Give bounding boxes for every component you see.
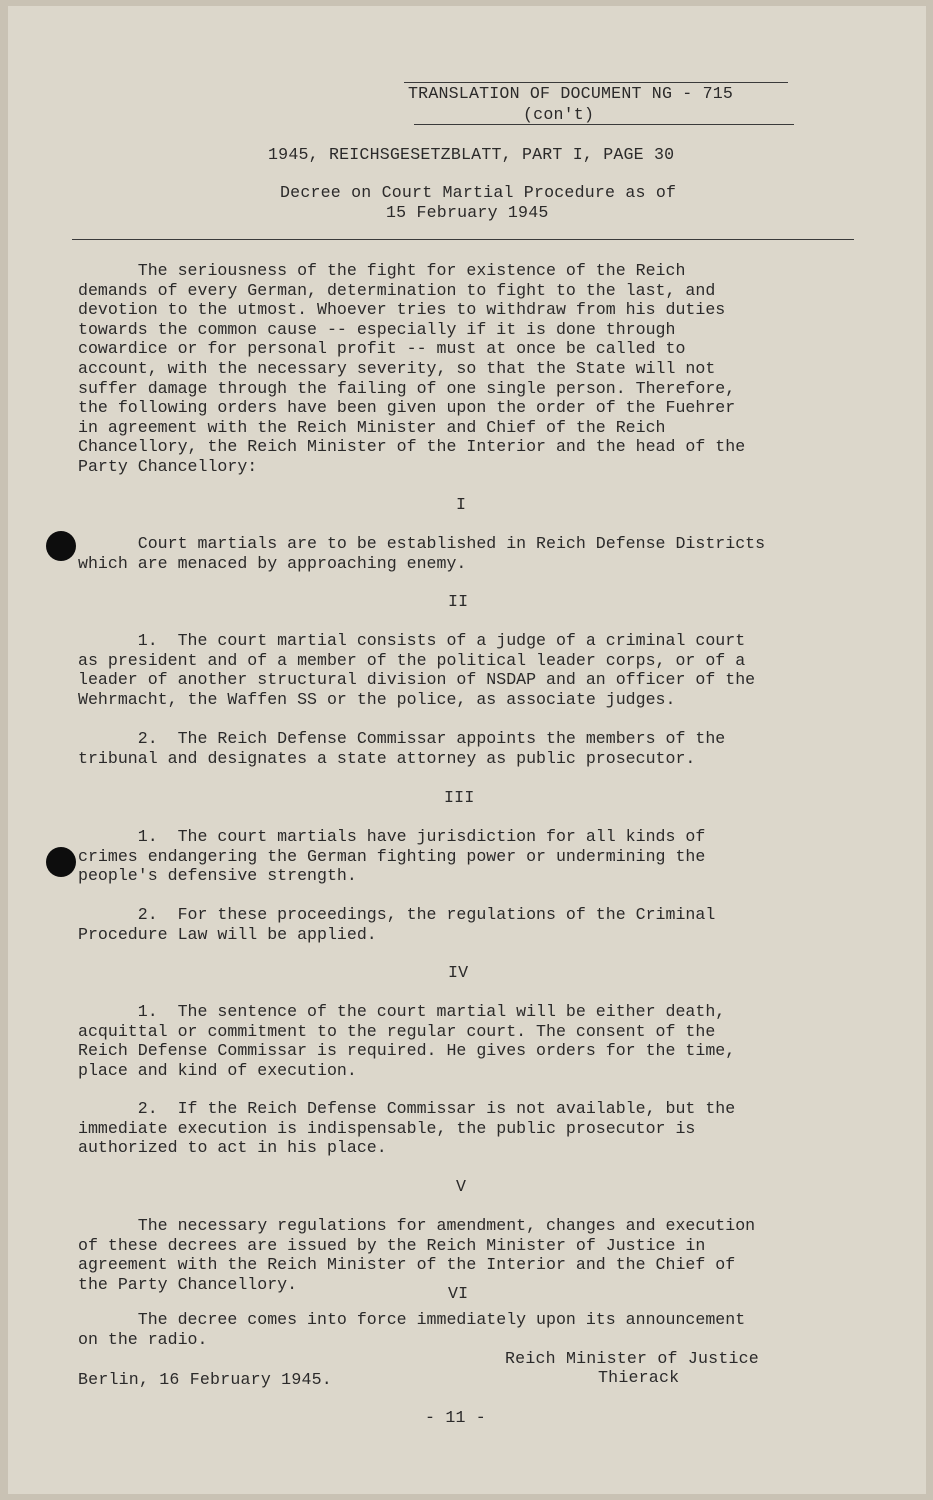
decree-title-line1: Decree on Court Martial Procedure as of [280, 183, 677, 202]
section-v-paragraph: The necessary regulations for amendment, changes and execution of these decrees are issued by the Reich Minister of Justice in agreement with the Reich Minister of the Interior and the Chief of the Party Chancellory. [78, 1216, 756, 1294]
place-and-date: Berlin, 16 February 1945. [78, 1370, 332, 1389]
section-ii-paragraph-2: 2. The Reich Defense Commissar appoints the members of the tribunal and designates a state attorney as public prosecutor. [78, 729, 726, 768]
document-title: TRANSLATION OF DOCUMENT NG - 715 [408, 84, 734, 103]
punch-hole-top [46, 531, 76, 561]
punch-hole-bottom [46, 847, 76, 877]
signature-name: Thierack [598, 1368, 680, 1387]
cont-underline [414, 124, 794, 125]
section-iii-paragraph-2: 2. For these proceedings, the regulations of the Criminal Procedure Law will be applied. [78, 905, 716, 944]
section-heading-iv: IV [448, 963, 469, 982]
document-page [8, 6, 926, 1494]
decree-title-line2: 15 February 1945 [386, 203, 549, 222]
section-heading-vi: VI [448, 1284, 469, 1303]
section-iii-paragraph-1: 1. The court martials have jurisdiction for all kinds of crimes endangering the German fighting power or undermining the people's defensive strength. [78, 827, 706, 886]
section-iv-paragraph-1: 1. The sentence of the court martial will be either death, acquittal or commitment to the regular court. The consent of the Reich Defense Commissar is required. He gives orders for the time, place and kind of execution. [78, 1002, 736, 1080]
preamble: The seriousness of the fight for existence of the Reich demands of every German, determination to fight to the last, and devotion to the utmost. Whoever tries to withdraw from his duties towards the common cause -- especially if it is done through cowardice or for personal profit -- must at once be called to account, with the necessary severity, so that the State will not suffer damage through the failing of one single person. Therefore, the following orders have been given upon the order of the Fuehrer in agreement with the Reich Minister and Chief of the Reich Chancellory, the Reich Minister of the Interior and the head of the Party Chancellory: [78, 261, 746, 476]
section-heading-iii: III [444, 788, 475, 807]
section-i-paragraph: Court martials are to be established in Reich Defense Districts which are menaced by approaching enemy. [78, 534, 766, 573]
page-number: - 11 - [425, 1408, 486, 1427]
section-heading-v: V [456, 1177, 467, 1196]
section-ii-paragraph-1: 1. The court martial consists of a judge of a criminal court as president and of a member of the political leader corps, or of a leader of another structural division of NSDAP and an officer of the Wehrmacht, the Waffen SS or the police, as associate judges. [78, 631, 756, 709]
header-divider [72, 239, 854, 240]
section-vi-paragraph: The decree comes into force immediately upon its announcement on the radio. [78, 1310, 746, 1349]
continued-label: (con't) [523, 105, 595, 124]
signature-title: Reich Minister of Justice [505, 1349, 759, 1368]
section-heading-ii: II [448, 592, 469, 611]
citation: 1945, REICHSGESETZBLATT, PART I, PAGE 30 [268, 145, 675, 164]
section-iv-paragraph-2: 2. If the Reich Defense Commissar is not available, but the immediate execution is indispensable, the public prosecutor is authorized to act in his place. [78, 1099, 736, 1158]
section-heading-i: I [456, 495, 467, 514]
title-underline [404, 82, 788, 83]
